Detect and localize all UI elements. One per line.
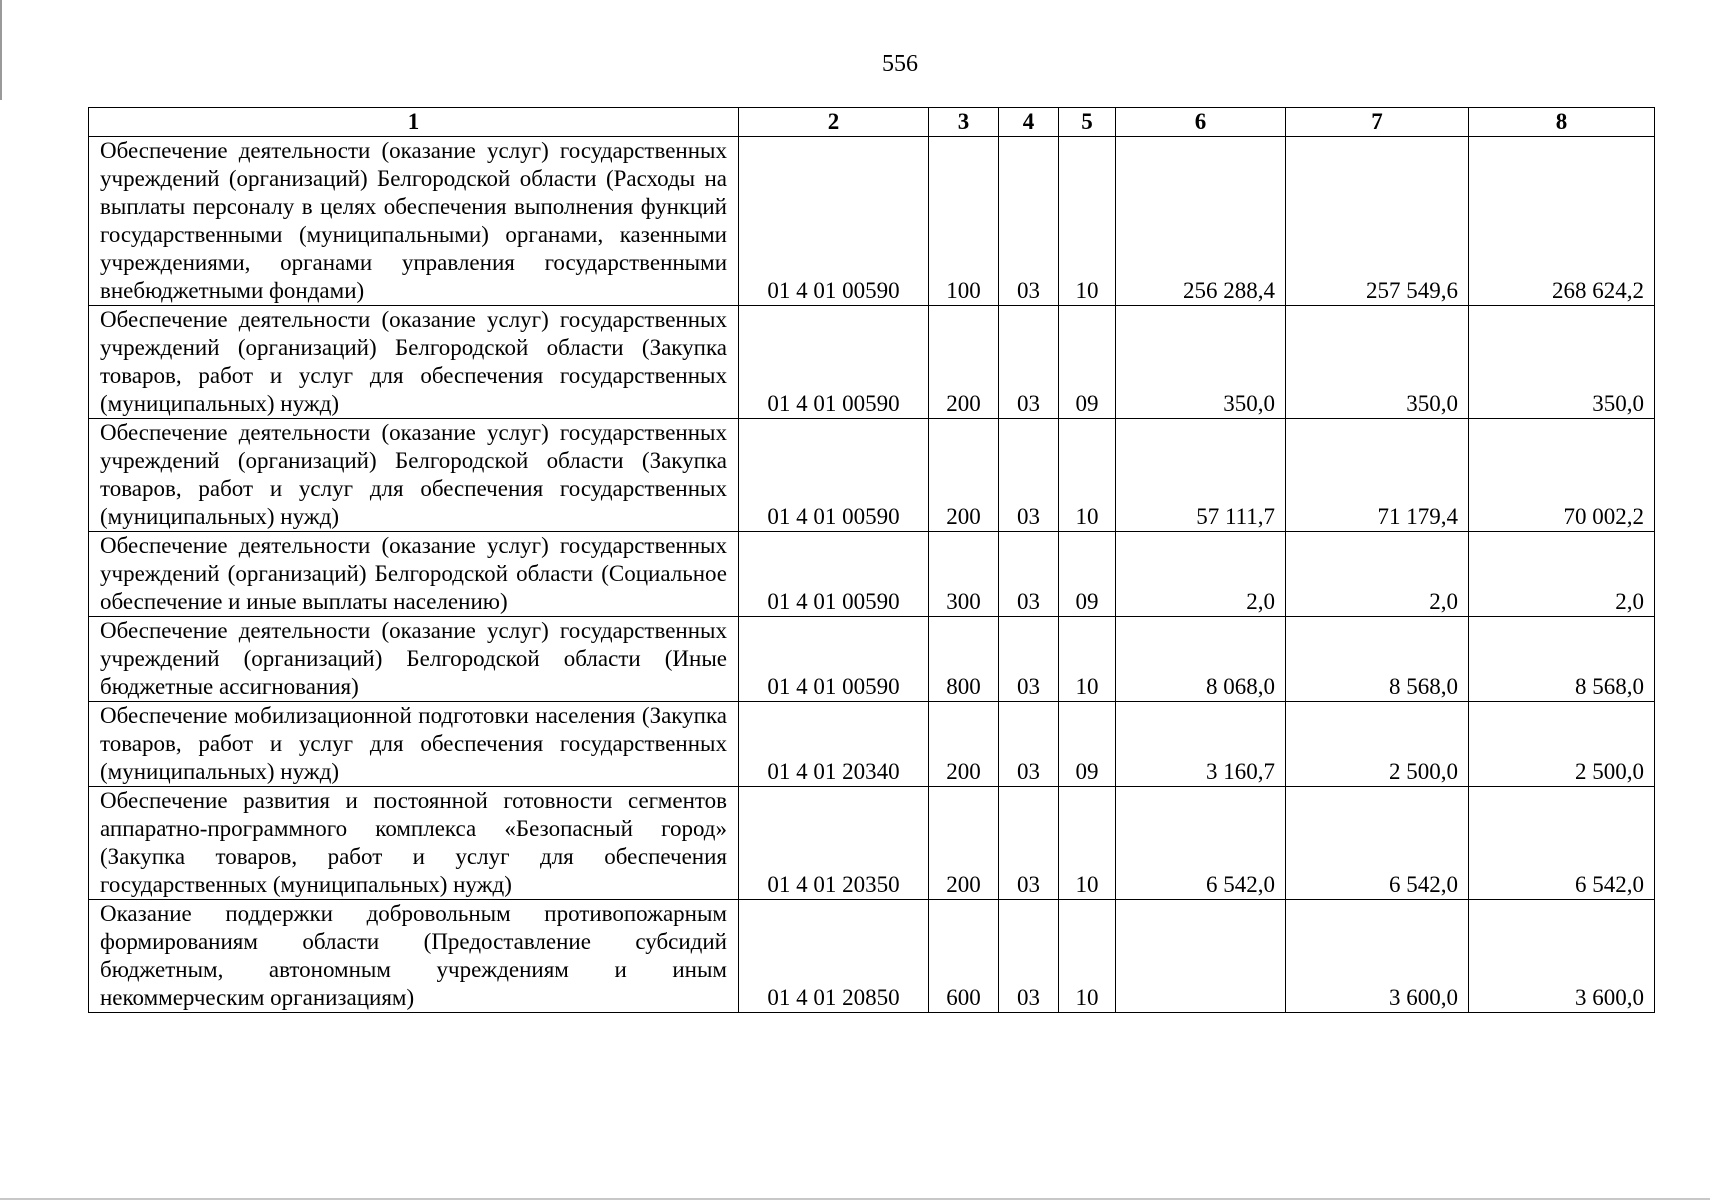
amount-col-6: 57 111,7: [1116, 419, 1286, 532]
section: 03: [999, 617, 1059, 702]
expense-type: 600: [929, 900, 999, 1013]
budget-code: 01 4 01 00590: [739, 137, 929, 306]
amount-col-7: 2 500,0: [1286, 702, 1469, 787]
expense-type: 200: [929, 702, 999, 787]
amount-col-8: 70 002,2: [1469, 419, 1655, 532]
amount-col-7: 2,0: [1286, 532, 1469, 617]
header-col-7: 7: [1286, 108, 1469, 137]
expense-type: 800: [929, 617, 999, 702]
header-col-3: 3: [929, 108, 999, 137]
expense-description: Обеспечение деятельности (оказание услуг) государственных учреждений (организаций) Белгородской области (Иные бюджетные ассигнования): [89, 617, 739, 702]
amount-col-7: 8 568,0: [1286, 617, 1469, 702]
amount-col-6: 8 068,0: [1116, 617, 1286, 702]
expense-description: Обеспечение развития и постоянной готовности сегментов аппаратно-программного комплекса «Безопасный город» (Закупка товаров, работ и услуг для обеспечения государственных (муниципальных) нужд): [89, 787, 739, 900]
header-col-4: 4: [999, 108, 1059, 137]
expense-description: Обеспечение деятельности (оказание услуг) государственных учреждений (организаций) Белгородской области (Закупка товаров, работ и услуг для обеспечения государственных (муниципальных) нужд): [89, 419, 739, 532]
amount-col-8: 6 542,0: [1469, 787, 1655, 900]
table-row: [89, 419, 1655, 532]
amount-col-7: 6 542,0: [1286, 787, 1469, 900]
amount-col-6: 256 288,4: [1116, 137, 1286, 306]
amount-col-6: [1116, 900, 1286, 1013]
budget-code: 01 4 01 00590: [739, 306, 929, 419]
subsection: 10: [1059, 787, 1116, 900]
expense-description: Обеспечение деятельности (оказание услуг) государственных учреждений (организаций) Белгородской области (Закупка товаров, работ и услуг для обеспечения государственных (муниципальных) нужд): [89, 306, 739, 419]
amount-col-7: 71 179,4: [1286, 419, 1469, 532]
budget-code: 01 4 01 20350: [739, 787, 929, 900]
budget-table: [88, 107, 1655, 1013]
header-row: [89, 108, 1655, 137]
amount-col-7: 257 549,6: [1286, 137, 1469, 306]
page-number: 556: [882, 51, 918, 77]
amount-col-8: 3 600,0: [1469, 900, 1655, 1013]
budget-code: 01 4 01 00590: [739, 617, 929, 702]
expense-type: 200: [929, 306, 999, 419]
expense-description: Оказание поддержки добровольным противопожарным формированиям области (Предоставление субсидий бюджетным, автономным учреждениям и иным некоммерческим организациям): [89, 900, 739, 1013]
section: 03: [999, 137, 1059, 306]
expense-type: 200: [929, 787, 999, 900]
header-col-5: 5: [1059, 108, 1116, 137]
table-row: [89, 900, 1655, 1013]
table-row: [89, 306, 1655, 419]
amount-col-8: 2 500,0: [1469, 702, 1655, 787]
table-row: [89, 532, 1655, 617]
amount-col-8: 268 624,2: [1469, 137, 1655, 306]
section: 03: [999, 306, 1059, 419]
subsection: 09: [1059, 306, 1116, 419]
section: 03: [999, 787, 1059, 900]
amount-col-8: 350,0: [1469, 306, 1655, 419]
amount-col-8: 2,0: [1469, 532, 1655, 617]
header-col-8: 8: [1469, 108, 1655, 137]
expense-type: 300: [929, 532, 999, 617]
subsection: 10: [1059, 419, 1116, 532]
table-row: [89, 787, 1655, 900]
expense-type: 200: [929, 419, 999, 532]
amount-col-7: 350,0: [1286, 306, 1469, 419]
header-col-6: 6: [1116, 108, 1286, 137]
expense-description: Обеспечение деятельности (оказание услуг) государственных учреждений (организаций) Белгородской области (Расходы на выплаты персоналу в целях обеспечения выполнения функций государственными (муниципальными) органами, казенными учреждениями, органами управления государственными внебюджетными фондами): [89, 137, 739, 306]
section: 03: [999, 900, 1059, 1013]
section: 03: [999, 532, 1059, 617]
table-row: [89, 702, 1655, 787]
budget-code: 01 4 01 00590: [739, 419, 929, 532]
budget-code: 01 4 01 20850: [739, 900, 929, 1013]
amount-col-6: 350,0: [1116, 306, 1286, 419]
table-row: [89, 137, 1655, 306]
section: 03: [999, 419, 1059, 532]
amount-col-6: 6 542,0: [1116, 787, 1286, 900]
budget-code: 01 4 01 00590: [739, 532, 929, 617]
amount-col-7: 3 600,0: [1286, 900, 1469, 1013]
expense-type: 100: [929, 137, 999, 306]
subsection: 10: [1059, 900, 1116, 1013]
header-col-1: 1: [89, 108, 739, 137]
subsection: 10: [1059, 617, 1116, 702]
amount-col-6: 3 160,7: [1116, 702, 1286, 787]
subsection: 09: [1059, 702, 1116, 787]
expense-description: Обеспечение мобилизационной подготовки населения (Закупка товаров, работ и услуг для обеспечения государственных (муниципальных) нужд): [89, 702, 739, 787]
amount-col-6: 2,0: [1116, 532, 1286, 617]
header-col-2: 2: [739, 108, 929, 137]
expense-description: Обеспечение деятельности (оказание услуг) государственных учреждений (организаций) Белгородской области (Социальное обеспечение и иные выплаты населению): [89, 532, 739, 617]
section: 03: [999, 702, 1059, 787]
budget-code: 01 4 01 20340: [739, 702, 929, 787]
table-row: [89, 617, 1655, 702]
amount-col-8: 8 568,0: [1469, 617, 1655, 702]
subsection: 10: [1059, 137, 1116, 306]
subsection: 09: [1059, 532, 1116, 617]
